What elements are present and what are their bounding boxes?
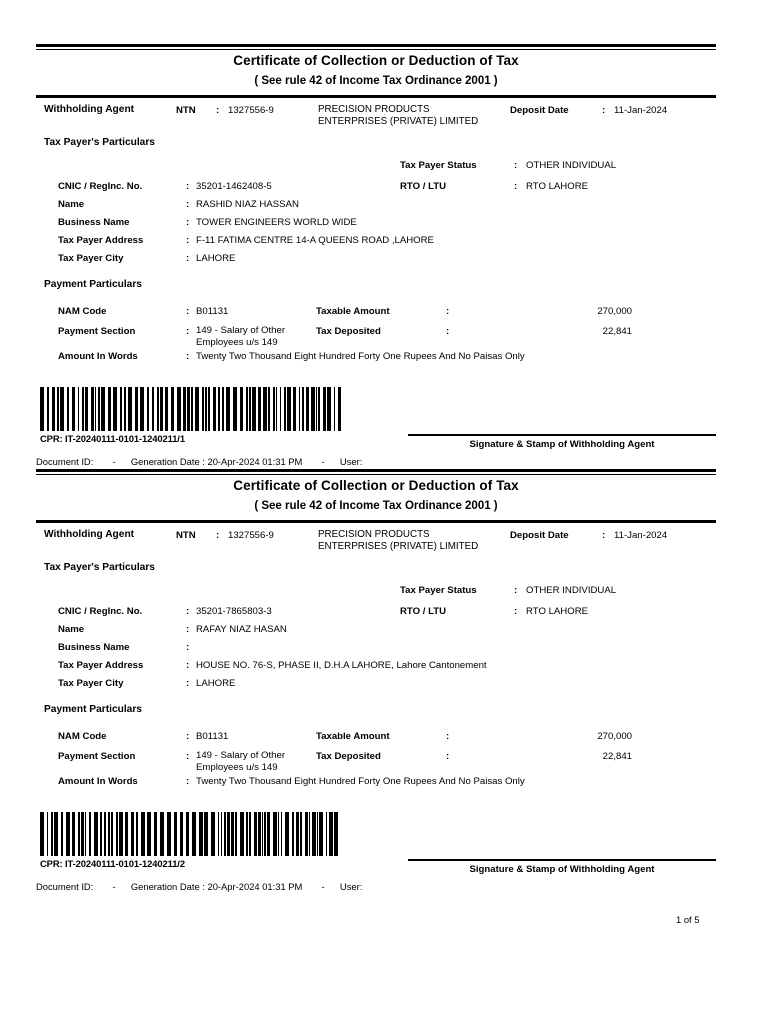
tax-payer-status-value: OTHER INDIVIDUAL xyxy=(526,585,617,596)
page-number: 1 of 5 xyxy=(676,914,700,925)
nam-code-label: NAM Code xyxy=(58,731,107,742)
tax-deposited-label: Tax Deposited xyxy=(316,751,381,762)
document-footer-info xyxy=(36,881,362,892)
footer-dash-1: - xyxy=(112,456,116,467)
cpr-number: CPR: IT-20240111-0101-1240211/1 xyxy=(40,433,185,444)
deposit-date-value: 11-Jan-2024 xyxy=(614,105,668,116)
nam-code-colon: : xyxy=(186,731,190,742)
signature-stamp-label: Signature & Stamp of Withholding Agent xyxy=(469,439,655,450)
footer-dash-1: - xyxy=(112,881,116,892)
tax-payer-address-colon: : xyxy=(186,660,190,671)
page-subtitle: ( See rule 42 of Income Tax Ordinance 2001 ) xyxy=(254,500,498,512)
payment-section-label: Payment Section xyxy=(58,326,136,337)
tax-payer-status-colon: : xyxy=(514,160,518,171)
tax-payer-city-value: LAHORE xyxy=(196,253,236,264)
cpr-number: CPR: IT-20240111-0101-1240211/2 xyxy=(40,858,185,869)
business-name-colon: : xyxy=(186,642,190,653)
cnic-colon: : xyxy=(186,181,190,192)
footer-dash-2: - xyxy=(321,456,325,467)
signature-stamp-label: Signature & Stamp of Withholding Agent xyxy=(469,864,655,875)
taxable-amount-label: Taxable Amount xyxy=(316,731,390,742)
nam-code-colon: : xyxy=(186,306,190,317)
taxable-amount-label: Taxable Amount xyxy=(316,306,390,317)
name-value: RAFAY NIAZ HASAN xyxy=(196,624,287,635)
rto-ltu-label: RTO / LTU xyxy=(400,181,447,192)
deposit-date-colon: : xyxy=(602,105,606,116)
tax-payer-address-colon: : xyxy=(186,235,190,246)
withholding-agent-name: PRECISION PRODUCTS ENTERPRISES (PRIVATE) LIMITED xyxy=(318,104,479,128)
cnic-value: 35201-7865803-3 xyxy=(196,606,272,617)
cnic-value: 35201-1462408-5 xyxy=(196,181,272,192)
page-title: Certificate of Collection or Deduction of Tax xyxy=(233,53,519,68)
tax-deposited-label: Tax Deposited xyxy=(316,326,381,337)
cnic-label: CNIC / RegInc. No. xyxy=(58,181,143,192)
top-rule-thick xyxy=(36,44,716,47)
nam-code-value: B01131 xyxy=(196,306,229,317)
rto-ltu-colon: : xyxy=(514,181,518,192)
deposit-date-value: 11-Jan-2024 xyxy=(614,530,668,541)
top-rule-thick xyxy=(36,469,716,472)
name-colon: : xyxy=(186,199,190,210)
amount-in-words-colon: : xyxy=(186,776,190,787)
payment-section-value: 149 - Salary of Other Employees u/s 149 xyxy=(196,325,286,348)
withholding-agent-name: PRECISION PRODUCTS ENTERPRISES (PRIVATE) LIMITED xyxy=(318,529,479,553)
payment-section-label: Payment Section xyxy=(58,751,136,762)
page-title: Certificate of Collection or Deduction of Tax xyxy=(233,478,519,493)
tax-deposited-colon: : xyxy=(446,751,450,762)
amount-in-words-value: Twenty Two Thousand Eight Hundred Forty One Rupees And No Paisas Only xyxy=(196,776,525,787)
generation-date-label: Generation Date : xyxy=(130,456,205,467)
ntn-value: 1327556-9 xyxy=(228,105,274,116)
deposit-date-colon: : xyxy=(602,530,606,541)
rto-ltu-colon: : xyxy=(514,606,518,617)
tax-payer-address-value: HOUSE NO. 76-S, PHASE II, D.H.A LAHORE, Lahore Cantonement xyxy=(196,660,487,671)
taxable-amount-value: 270,000 xyxy=(597,306,632,317)
name-colon: : xyxy=(186,624,190,635)
barcode xyxy=(40,387,346,431)
nam-code-label: NAM Code xyxy=(58,306,107,317)
amount-in-words-colon: : xyxy=(186,351,190,362)
business-name-value: TOWER ENGINEERS WORLD WIDE xyxy=(196,217,357,228)
taxable-amount-colon: : xyxy=(446,306,450,317)
generation-date-value: 20-Apr-2024 01:31 PM xyxy=(207,881,303,892)
ntn-value: 1327556-9 xyxy=(228,530,274,541)
top-rule-thin xyxy=(36,49,716,50)
tax-deposited-colon: : xyxy=(446,326,450,337)
user-label: User: xyxy=(339,456,363,467)
user-label: User: xyxy=(339,881,363,892)
tax-payers-particulars-heading: Tax Payer's Particulars xyxy=(44,562,155,573)
ntn-label: NTN xyxy=(176,105,196,116)
tax-payer-address-label: Tax Payer Address xyxy=(58,660,144,671)
page-subtitle: ( See rule 42 of Income Tax Ordinance 2001 ) xyxy=(254,75,498,87)
tax-payer-city-label: Tax Payer City xyxy=(58,678,124,689)
amount-in-words-label: Amount In Words xyxy=(58,776,138,787)
tax-payer-address-label: Tax Payer Address xyxy=(58,235,144,246)
tax-payer-city-colon: : xyxy=(186,253,190,264)
cnic-colon: : xyxy=(186,606,190,617)
header-rule xyxy=(36,95,716,98)
tax-payer-address-value: F-11 FATIMA CENTRE 14-A QUEENS ROAD ,LAHORE xyxy=(196,235,434,246)
tax-payer-city-value: LAHORE xyxy=(196,678,236,689)
tax-payer-city-label: Tax Payer City xyxy=(58,253,124,264)
tax-deposited-value: 22,841 xyxy=(602,751,632,762)
ntn-colon: : xyxy=(216,530,220,541)
signature-line xyxy=(408,859,716,861)
document-id-label: Document ID: xyxy=(36,881,94,892)
rto-ltu-label: RTO / LTU xyxy=(400,606,447,617)
rto-ltu-value: RTO LAHORE xyxy=(526,181,589,192)
payment-section-colon: : xyxy=(186,751,190,762)
payment-particulars-heading: Payment Particulars xyxy=(44,704,142,715)
generation-date-value: 20-Apr-2024 01:31 PM xyxy=(207,456,303,467)
name-value: RASHID NIAZ HASSAN xyxy=(196,199,299,210)
cnic-label: CNIC / RegInc. No. xyxy=(58,606,143,617)
tax-payer-status-label: Tax Payer Status xyxy=(400,585,477,596)
withholding-agent-heading: Withholding Agent xyxy=(44,529,135,540)
ntn-colon: : xyxy=(216,105,220,116)
barcode xyxy=(40,812,346,856)
rto-ltu-value: RTO LAHORE xyxy=(526,606,589,617)
amount-in-words-label: Amount In Words xyxy=(58,351,138,362)
withholding-agent-heading: Withholding Agent xyxy=(44,104,135,115)
document-footer-info xyxy=(36,456,362,467)
document-id-label: Document ID: xyxy=(36,456,94,467)
header-rule xyxy=(36,520,716,523)
signature-line xyxy=(408,434,716,436)
payment-particulars-heading: Payment Particulars xyxy=(44,279,142,290)
nam-code-value: B01131 xyxy=(196,731,229,742)
top-rule-thin xyxy=(36,474,716,475)
footer-dash-2: - xyxy=(321,881,325,892)
generation-date-label: Generation Date : xyxy=(130,881,205,892)
payment-section-value: 149 - Salary of Other Employees u/s 149 xyxy=(196,750,286,773)
payment-section-colon: : xyxy=(186,326,190,337)
deposit-date-label: Deposit Date xyxy=(510,530,569,541)
business-name-label: Business Name xyxy=(58,217,130,228)
tax-payers-particulars-heading: Tax Payer's Particulars xyxy=(44,137,155,148)
deposit-date-label: Deposit Date xyxy=(510,105,569,116)
business-name-colon: : xyxy=(186,217,190,228)
taxable-amount-value: 270,000 xyxy=(597,731,632,742)
tax-deposited-value: 22,841 xyxy=(602,326,632,337)
business-name-label: Business Name xyxy=(58,642,130,653)
name-label: Name xyxy=(58,624,85,635)
amount-in-words-value: Twenty Two Thousand Eight Hundred Forty One Rupees And No Paisas Only xyxy=(196,351,525,362)
ntn-label: NTN xyxy=(176,530,196,541)
tax-payer-status-value: OTHER INDIVIDUAL xyxy=(526,160,617,171)
tax-payer-status-label: Tax Payer Status xyxy=(400,160,477,171)
tax-payer-status-colon: : xyxy=(514,585,518,596)
tax-payer-city-colon: : xyxy=(186,678,190,689)
taxable-amount-colon: : xyxy=(446,731,450,742)
name-label: Name xyxy=(58,199,85,210)
